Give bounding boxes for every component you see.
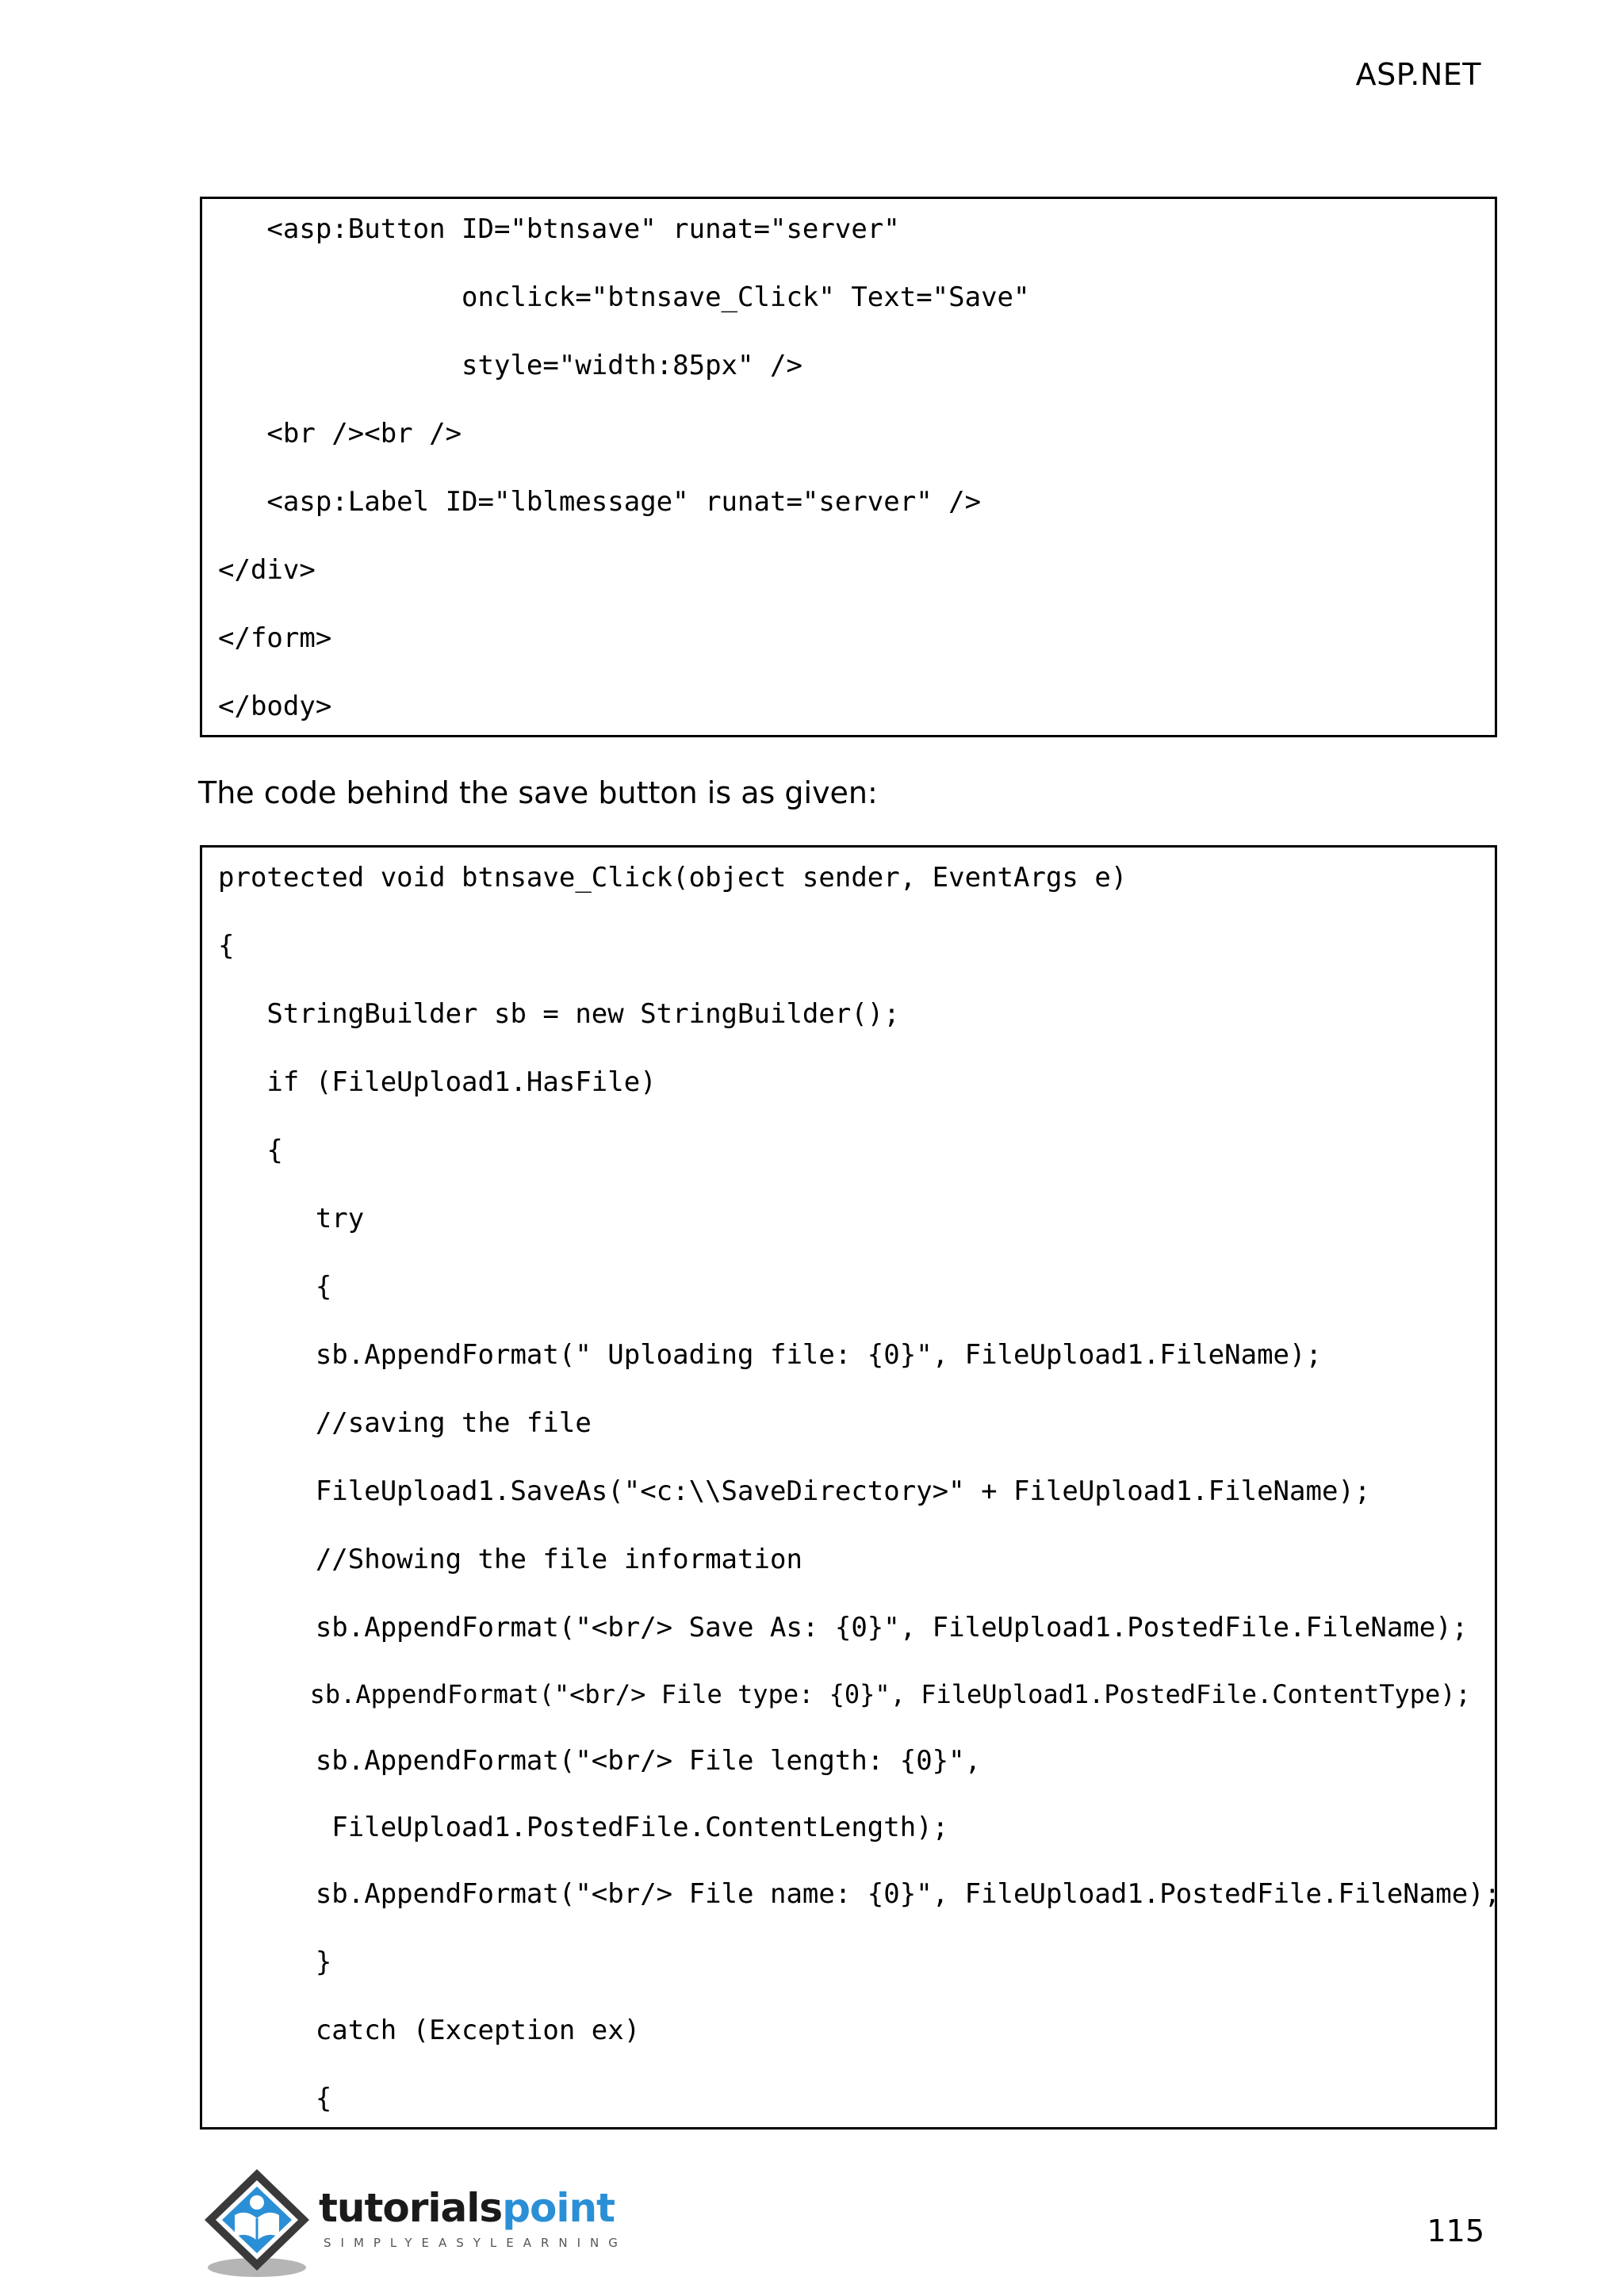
tutorialspoint-logo: [200, 2163, 628, 2282]
code-line: {: [218, 930, 235, 962]
code-block-csharp: [200, 845, 1501, 2130]
code-line: FileUpload1.SaveAs("<c:\\SaveDirectory>" + FileUpload1.FileName);: [218, 1475, 1371, 1507]
running-header: ASP.NET: [1355, 57, 1481, 92]
code-line: //saving the file: [218, 1407, 592, 1439]
code-line: sb.AppendFormat("<br/> File type: {0}", FileUpload1.PostedFile.ContentType);: [218, 1679, 1471, 1709]
code-line: </body>: [218, 691, 332, 722]
code-line: sb.AppendFormat("<br/> File name: {0}", FileUpload1.PostedFile.FileName);: [218, 1878, 1501, 1910]
logo-wordmark: [319, 2185, 615, 2231]
code-line: protected void btnsave_Click(object sender, EventArgs e): [218, 862, 1128, 894]
code-line: }: [218, 1946, 332, 1978]
code-line: sb.AppendFormat("<br/> Save As: {0}", FileUpload1.PostedFile.FileName);: [218, 1612, 1469, 1644]
code-line: FileUpload1.PostedFile.ContentLength);: [218, 1812, 949, 1843]
code-line: onclick="btnsave_Click" Text="Save": [218, 281, 1030, 313]
code-line: if (FileUpload1.HasFile): [218, 1066, 657, 1098]
code-line: <br /><br />: [218, 418, 462, 450]
body-paragraph: The code behind the save button is as given:: [198, 775, 878, 810]
code-line: //Showing the file information: [218, 1544, 802, 1575]
code-block-markup: [200, 197, 1497, 737]
code-line: {: [218, 2083, 332, 2114]
code-line: </form>: [218, 622, 332, 654]
code-line: </div>: [218, 554, 316, 586]
diamond-book-icon: [200, 2163, 319, 2282]
code-line: <asp:Label ID="lblmessage" runat="server" />: [218, 486, 982, 518]
code-line: {: [218, 1135, 283, 1166]
code-line: catch (Exception ex): [218, 2015, 641, 2046]
code-line: sb.AppendFormat(" Uploading file: {0}", FileUpload1.FileName);: [218, 1339, 1322, 1371]
code-line: try: [218, 1203, 365, 1234]
page-number: 115: [1427, 2214, 1484, 2248]
logo-word-tutorials: tutorials: [319, 2185, 503, 2231]
code-line: {: [218, 1271, 332, 1303]
code-line: sb.AppendFormat("<br/> File length: {0}",: [218, 1745, 982, 1777]
code-line: style="width:85px" />: [218, 350, 802, 381]
logo-tagline: SIMPLYEASYLEARNING: [324, 2236, 627, 2250]
code-line: StringBuilder sb = new StringBuilder();: [218, 998, 900, 1030]
logo-word-point: point: [502, 2185, 615, 2231]
code-line: <asp:Button ID="btnsave" runat="server": [218, 213, 900, 245]
